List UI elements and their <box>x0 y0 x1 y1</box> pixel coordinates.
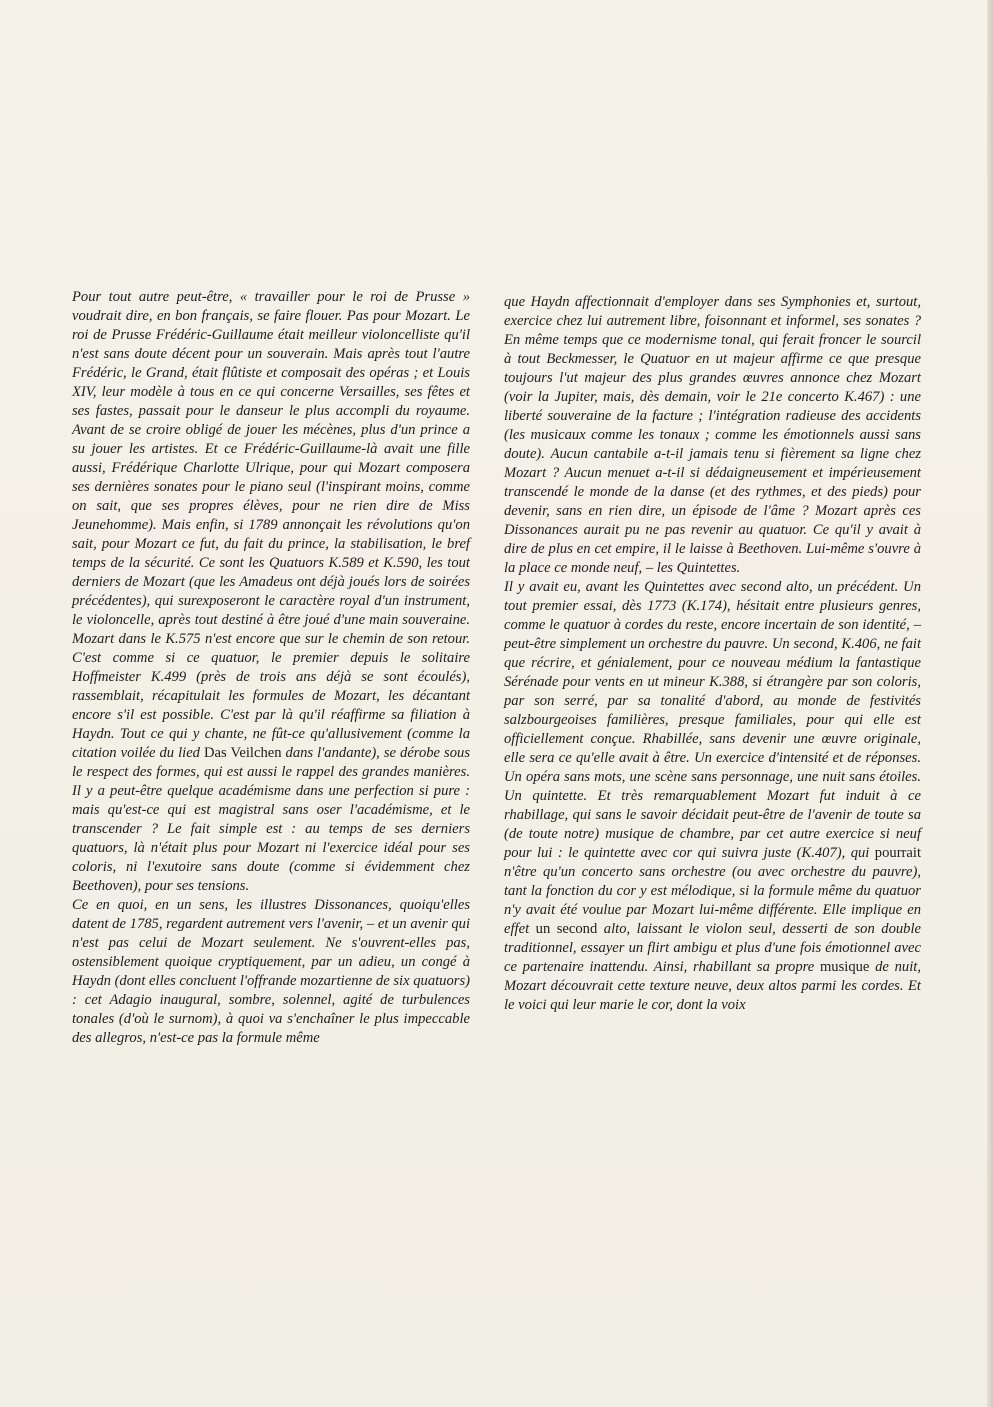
paragraph: Ce en quoi, en un sens, les illustres Dissonances, quoiqu'elles datent de 1785, regardent autrement vers l'avenir, – et un avenir qui n'est pas celui de Mozart seulement. Ne s'ouvrent-elles pas, ostensiblement quoique cryptiquement, par un adieu, un congé à Haydn (dont elles concluent l'offrande mozartienne de six quatuors) : cet Adagio inaugural, sombre, solennel, agité de turbulences tonales (d'où le surnom), à quoi va s'enchaîner le plus impeccable des allegros, n'est-ce pas la formule même <box>72 897 470 1046</box>
right-text-column <box>504 293 921 1015</box>
paragraph: que Haydn affectionnait d'employer dans ses Symphonies et, surtout, exercice chez lui autrement libre, foisonnant et informel, ses sonates ? En même temps que ce modernisme tonal, qui ferait froncer le sourcil à tout Beckmesser, le Quatuor en ut majeur affirme ce que presque toujours l'ut majeur des plus grandes œuvres annonce chez Mozart (voir la Jupiter, mais, dès demain, voir le 21e concerto K.467) : une liberté souveraine de la facture ; l'intégration radieuse des accidents (les musicaux comme les tonaux ; comme les émotionnels aussi sans doute). Aucun cantabile a-t-il jamais tenu si fièrement sa ligne chez Mozart ? Aucun menuet a-t-il si dédaigneusement et impérieusement transcendé le monde de la danse (et des rythmes, et des pieds) pour devenir, sans en rien dire, un épisode de l'âme ? Mozart après ces Dissonances aurait pu ne pas revenir au quatuor. Ce qu'il y avait à dire de plus en cet empire, il le laisse à Beethoven. Lui-même s'ouvre à la place ce monde neuf, – les Quintettes. <box>504 294 921 576</box>
lied-title: Das Veilchen <box>204 745 282 761</box>
left-text-column <box>72 288 470 1048</box>
paragraph: Il y avait eu, avant les Quintettes avec second alto, un précédent. Un tout premier essai, dès 1773 (K.174), hésitait entre plusieurs genres, comme le quatuor à cordes du reste, encore incertain de son identité, – peut-être simplement un orchestre du pauvre. Un second, K.406, ne fait que récrire, et génialement, pour ce nouveau médium la fantastique Sérénade pour vents en ut mineur K.388, si étrangère par son coloris, par son serré, par sa tonalité d'abord, au monde de festivités salzbourgeoises familières, presque familiales, pour qui elle est officiellement conçue. Rhabillée, sans devenir une œuvre originale, elle sera ce qu'elle avait à être. Un exercice d'intensité et de réponses. Un opéra sans mots, une scène sans personnage, une nuit sans étoiles. Un quintette. Et très remarquablement Mozart fut induit à ce rhabillage, qui sans le savoir décidait peut-être de l'avenir de toute sa (de toute notre) musique de chambre, par cet autre exercice si neuf pour lui : le quintette avec cor qui suivra juste (K.407), qui pourrait n'être qu'un concerto sans orchestre (ou avec orchestre du pauvre), tant la fonction du cor y est mélodique, si la formule même du quatuor n'y avait été voulue par Mozart lui-même différente. Elle implique en effet un second alto, laissant le violon seul, desserti de son double traditionnel, essayer un flirt ambigu et plus d'une fois émotionnel avec ce partenaire inattendu. Ainsi, rhabillant sa propre musique de nuit, Mozart découvrait cette texture neuve, deux altos parmi les cordes. Et le voici qui leur marie le cor, dont la voix <box>504 579 921 1013</box>
page-edge-shadow <box>987 0 993 1407</box>
paragraph: Pour tout autre peut-être, « travailler pour le roi de Prusse » voudrait dire, en bon français, se faire flouer. Pas pour Mozart. Le roi de Prusse Frédéric-Guillaume était meilleur violoncelliste qu'il n'est sans doute décent pour un souverain. Mais après tout l'autre Frédéric, le Grand, était flûtiste et composait des opéras ; et Louis XIV, leur modèle à tous en ce qui concerne Versailles, ses fêtes et ses fastes, passait pour le danseur le plus accompli du royaume. Avant de se croire obligé de jouer les mécènes, plus d'un prince a su jouer les artistes. Et ce Frédéric-Guillaume-là avait une fille aussi, Frédérique Charlotte Ulrique, pour qui Mozart composera ses dernières sonates pour le piano seul (l'inspirant moins, comme on sait, que ses propres élèves, pour ne rien dire de Miss Jeunehomme). Mais enfin, si 1789 annonçait les révolutions qu'on sait, pour Mozart ce fut, du fait du prince, la stabilisation, le bref temps de la sécurité. Ce sont les Quatuors K.589 et K.590, les tout derniers de Mozart (que les Amadeus ont déjà joués lors de soirées précédentes), qui surexposeront le caractère royal d'un instrument, le violoncelle, après tout destiné à être joué d'une main souveraine. Mozart dans le K.575 n'est encore que sur le chemin de son retour. C'est comme si ce quatuor, le premier depuis le solitaire Hoffmeister K.499 (près de trois ans déjà se sont écoulés), rassemblait, récapitulait les formules de Mozart, les décantant encore s'il est possible. C'est par là qu'il réaffirme sa filiation à Haydn. Tout ce qui y chante, ne fût-ce qu'allusivement (comme la citation voilée du lied Das Veilchen dans l'andante), se dérobe sous le respect des formes, qui est aussi le rappel des grandes manières. Il y a peut-être quelque académisme dans une perfection si pure : mais qu'est-ce qui est magistral sans oser l'académisme, et le transcender ? Le fait simple est : au temps de ses derniers quatuors, là n'était plus pour Mozart ni l'exercice idéal pour ses coloris, ni l'exutoire sans doute (comme si évidemment chez Beethoven), pour ses tensions. <box>72 289 470 894</box>
